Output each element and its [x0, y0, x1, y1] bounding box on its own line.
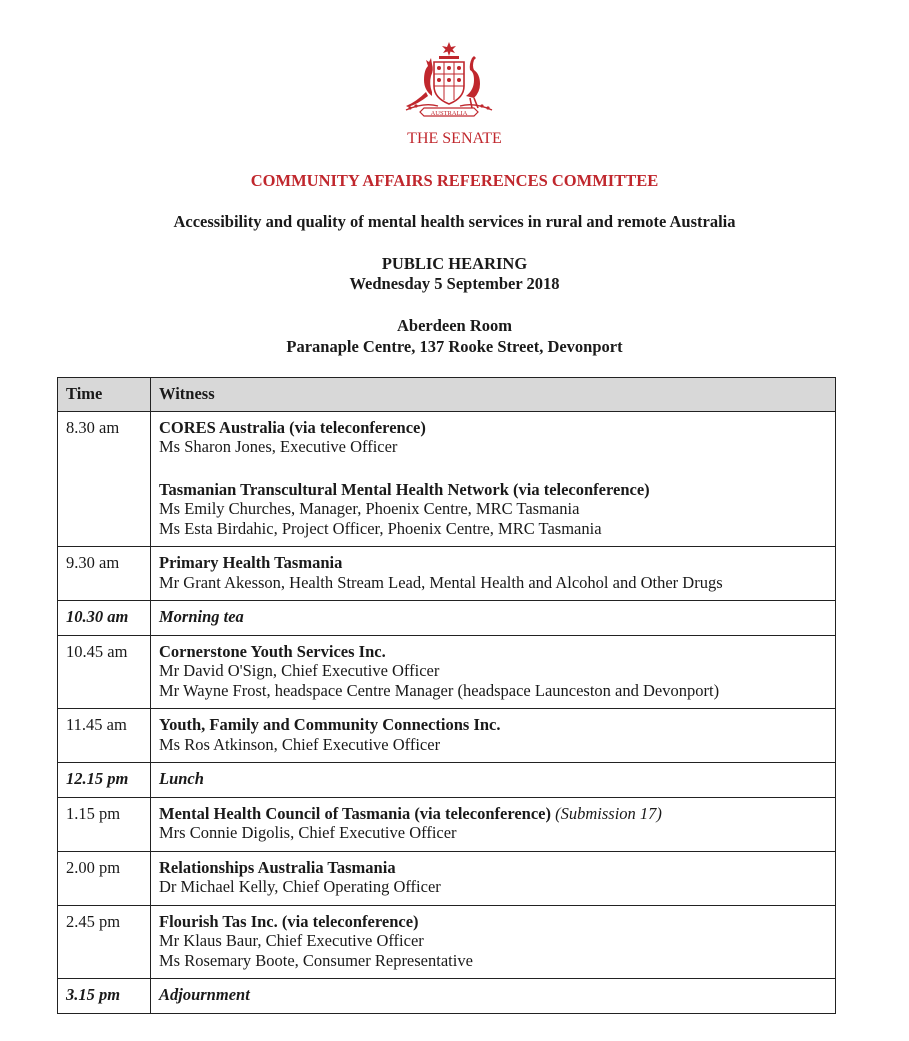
witness-cell — [151, 635, 836, 709]
hearing-room: Aberdeen Room — [396, 316, 513, 335]
organisation-name: CORES Australia (via teleconference) — [159, 417, 426, 437]
witness-name: Mrs Connie Digolis, Chief Executive Officer — [159, 823, 457, 842]
break-label: Morning tea — [151, 601, 836, 636]
witness-name: Mr Klaus Baur, Chief Executive Officer — [159, 931, 424, 950]
hearing-program-table — [57, 377, 836, 1014]
break-label: Lunch — [151, 763, 836, 798]
organisation-name-text: Mental Health Council of Tasmania (via teleconference) — [159, 803, 551, 823]
time-column-header: Time — [58, 378, 151, 412]
time-cell: 12.15 pm — [58, 763, 151, 798]
time-cell: 1.15 pm — [58, 797, 151, 851]
organisation-name: Flourish Tas Inc. (via teleconference) — [159, 911, 419, 931]
hearing-venue: Paranaple Centre, 137 Rooke Street, Devonport — [286, 337, 623, 356]
break-label: Adjournment — [151, 979, 836, 1014]
witness-cell — [151, 547, 836, 601]
table-row — [58, 851, 836, 905]
time-cell: 11.45 am — [58, 709, 151, 763]
table-row — [58, 905, 836, 979]
emu — [466, 56, 480, 98]
witness-name: Ms Emily Churches, Manager, Phoenix Centre, MRC Tasmania — [159, 499, 580, 518]
crest-banner-text: AUSTRALIA — [430, 110, 468, 117]
witness-cell — [151, 411, 836, 547]
time-cell: 10.30 am — [58, 601, 151, 636]
break-row — [58, 601, 836, 636]
time-cell: 3.15 pm — [58, 979, 151, 1014]
witness-name: Ms Rosemary Boote, Consumer Representative — [159, 950, 473, 970]
table-row — [58, 797, 836, 851]
time-cell: 8.30 am — [58, 411, 151, 547]
organisation-name: Cornerstone Youth Services Inc. — [159, 641, 386, 661]
witness-name: Ms Esta Birdahic, Project Officer, Phoenix Centre, MRC Tasmania — [159, 518, 602, 538]
organisation-name: Primary Health Tasmania — [159, 553, 343, 572]
witness-name: Ms Sharon Jones, Executive Officer — [159, 437, 398, 456]
witness-cell — [151, 851, 836, 905]
hearing-type: PUBLIC HEARING — [381, 254, 528, 273]
table-header-row — [58, 378, 836, 412]
witness-cell — [151, 905, 836, 979]
inquiry-title: Accessibility and quality of mental health services in rural and remote Australia — [173, 212, 736, 231]
organisation-name: Relationships Australia Tasmania — [159, 857, 396, 877]
witness-name: Mr David O'Sign, Chief Executive Officer — [159, 661, 440, 680]
table-row — [58, 547, 836, 601]
organisation-name: Youth, Family and Community Connections Inc. — [159, 715, 501, 734]
witness-cell — [151, 797, 836, 851]
hearing-date: Wednesday 5 September 2018 — [349, 274, 560, 293]
witness-name: Ms Ros Atkinson, Chief Executive Officer — [159, 734, 441, 754]
time-cell: 9.30 am — [58, 547, 151, 601]
time-cell: 2.45 pm — [58, 905, 151, 979]
time-cell: 2.00 pm — [58, 851, 151, 905]
submission-reference: (Submission 17) — [555, 803, 662, 823]
table-row — [58, 411, 836, 547]
witness-name: Dr Michael Kelly, Chief Operating Officer — [159, 877, 441, 896]
witness-name: Mr Wayne Frost, headspace Centre Manager (headspace Launceston and Devonport) — [159, 680, 720, 700]
committee-name: COMMUNITY AFFAIRS REFERENCES COMMITTEE — [250, 171, 659, 190]
time-cell: 10.45 am — [58, 635, 151, 709]
organisation-name: Tasmanian Transcultural Mental Health Network (via teleconference) — [159, 479, 650, 499]
chamber-name: THE SENATE — [407, 130, 502, 147]
table-row — [58, 635, 836, 709]
kangaroo — [424, 58, 433, 96]
commonwealth-star — [442, 42, 456, 56]
table-row — [58, 709, 836, 763]
witness-cell — [151, 709, 836, 763]
witness-name: Mr Grant Akesson, Health Stream Lead, Mental Health and Alcohol and Other Drugs — [159, 572, 723, 592]
break-row — [58, 979, 836, 1014]
break-row — [58, 763, 836, 798]
australian-coat-of-arms — [394, 40, 504, 125]
organisation-name — [159, 804, 827, 824]
witness-column-header: Witness — [151, 378, 836, 412]
